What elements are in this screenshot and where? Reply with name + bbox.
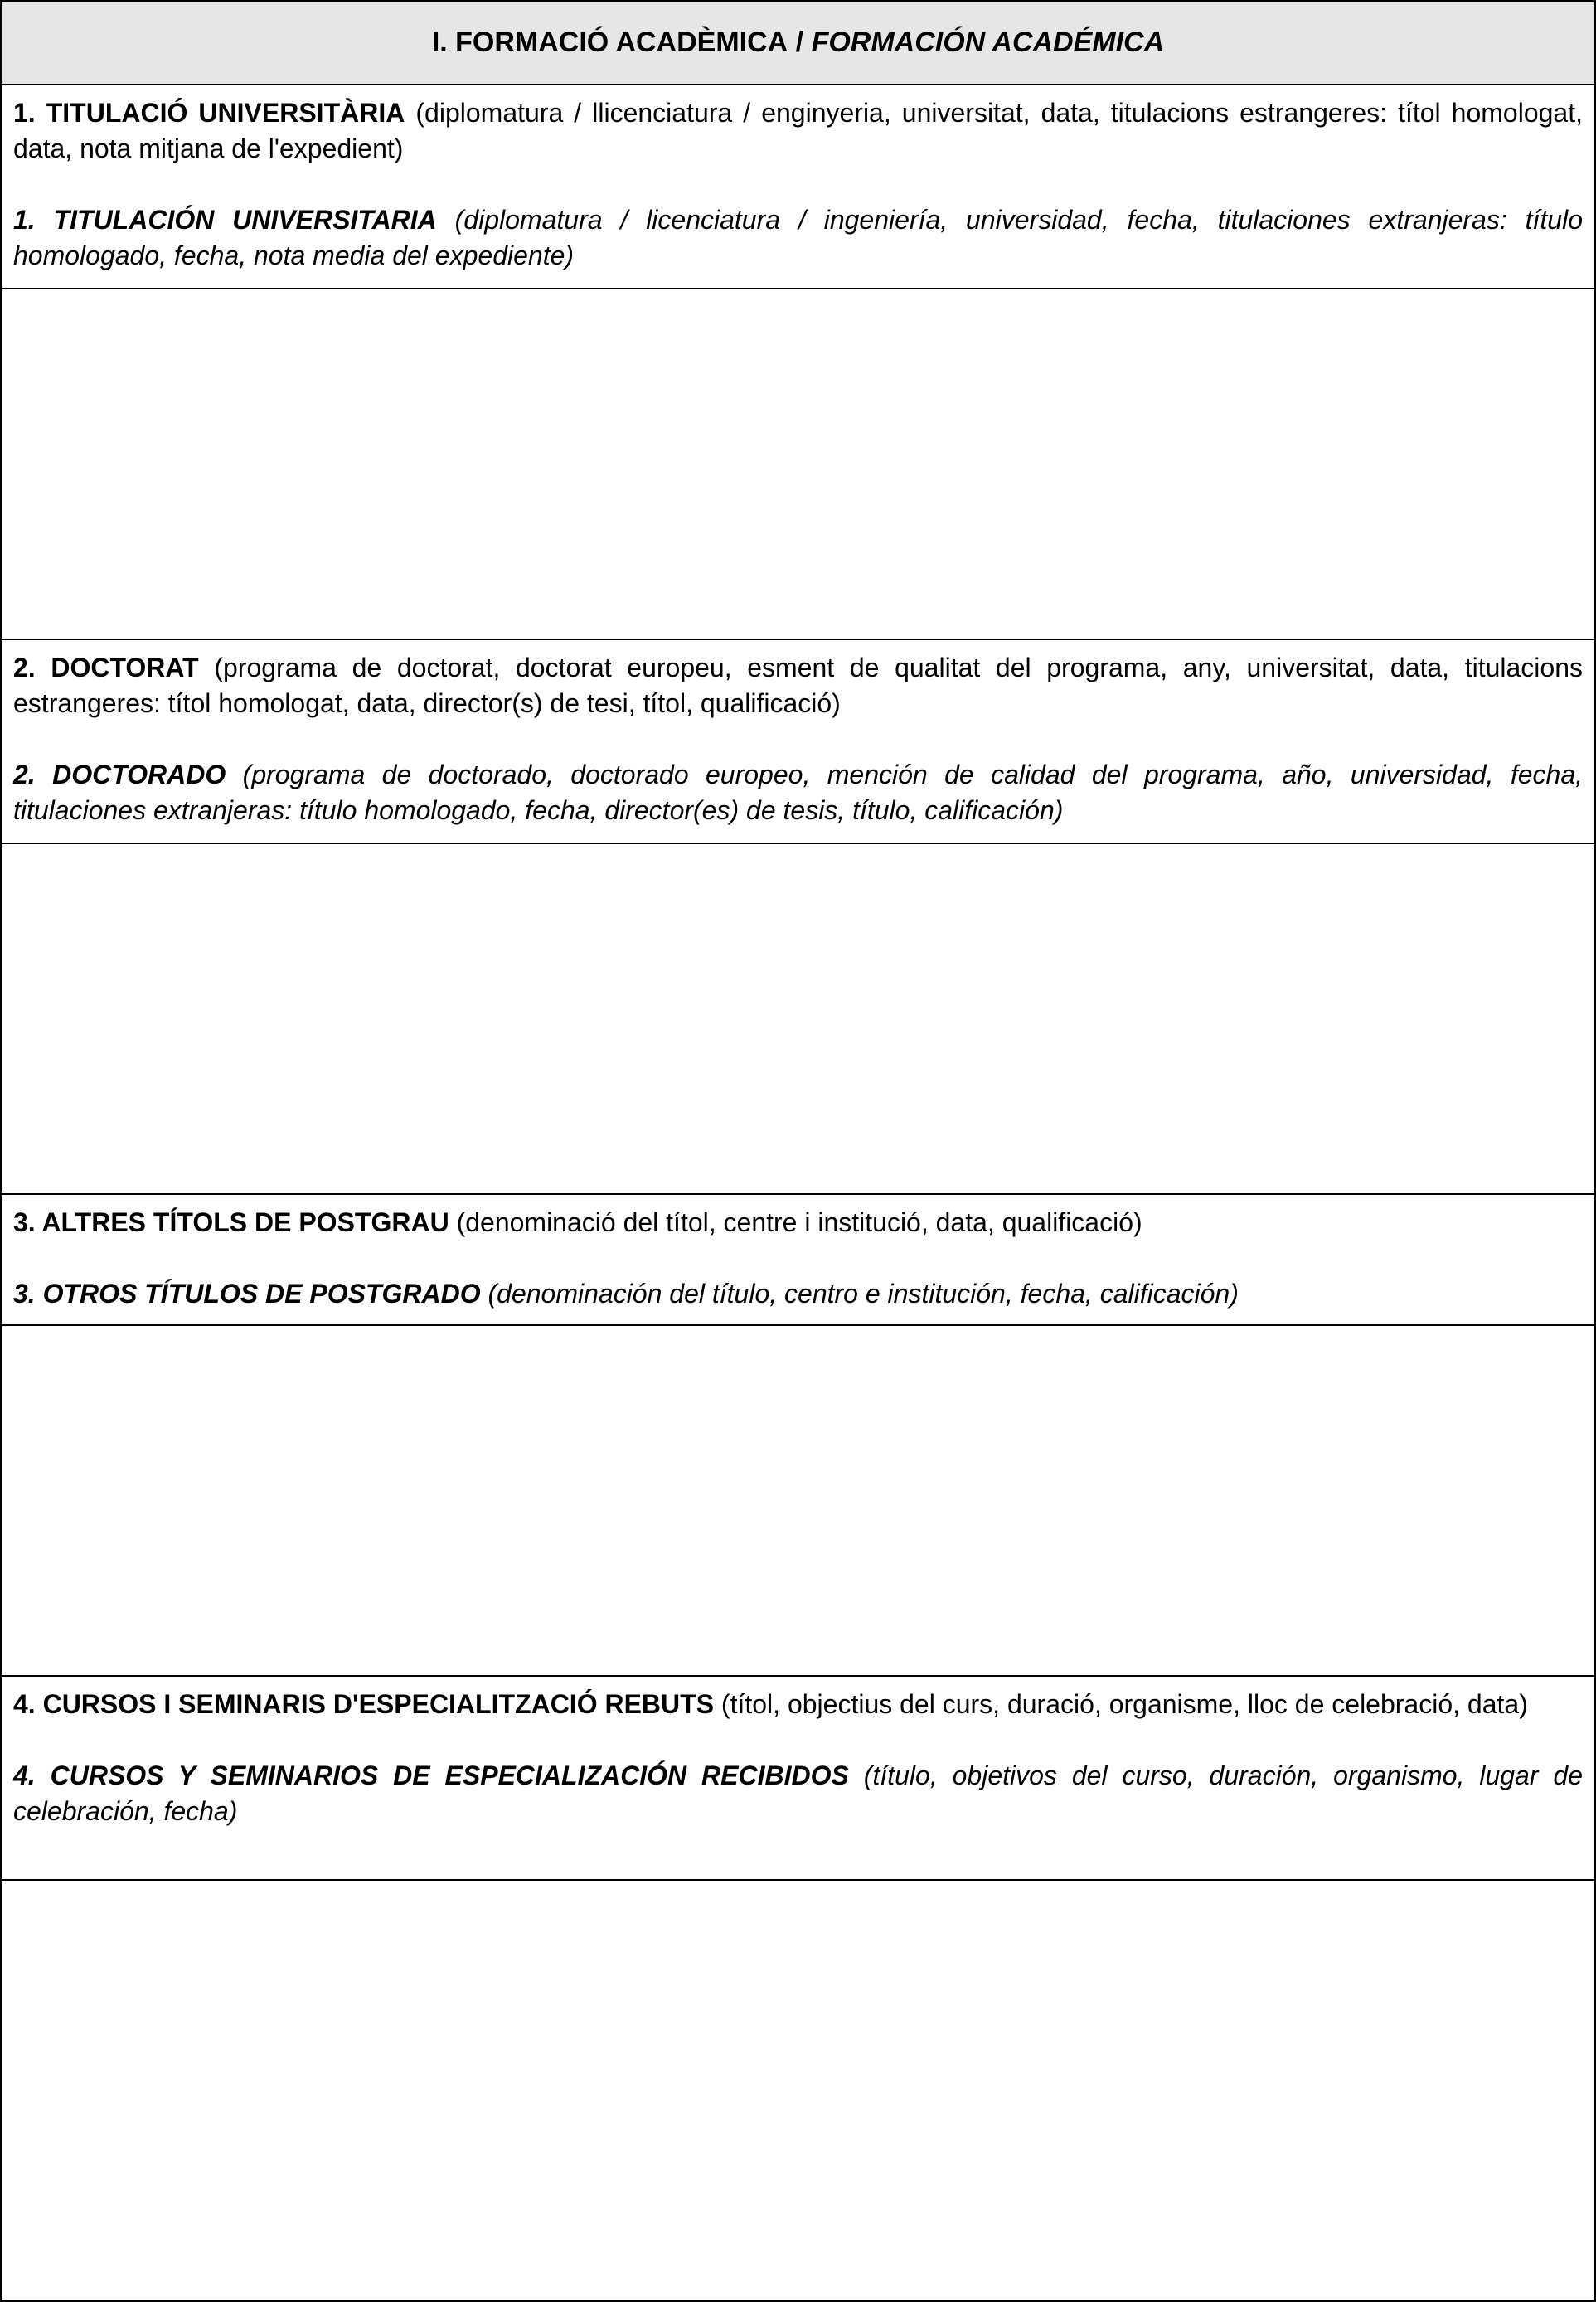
- section-3-title-es: 3. OTROS TÍTULOS DE POSTGRADO: [13, 1279, 481, 1309]
- header-separator: /: [788, 27, 812, 58]
- section-2-entry-area[interactable]: [2, 844, 1594, 1195]
- section-3-description: [2, 1195, 1594, 1326]
- section-1-detail-es: (diplomatura / licenciatura / ingeniería, universidad, fecha, titulaciones extranjeras: título homologado, fecha, nota media del expediente): [13, 205, 1584, 270]
- section-2-detail-ca: (programa de doctorat, doctorat europeu, esment de qualitat del programa, any, universitat, data, titulacions estrangeres: títol homologat, data, director(s) de tesi, títol, qualificació): [13, 653, 1584, 718]
- section-1-description: [2, 85, 1594, 289]
- section-4-detail-es: (título, objetivos del curso, duración, organismo, lugar de celebración, fecha): [13, 1760, 1584, 1826]
- header-title-es: FORMACIÓN ACADÉMICA: [811, 27, 1165, 58]
- section-header: [2, 2, 1594, 85]
- section-4-title-es: 4. CURSOS Y SEMINARIOS DE ESPECIALIZACIÓN RECIBIDOS: [13, 1760, 849, 1790]
- section-4-detail-ca: (títol, objectius del curs, duració, organisme, lloc de celebració, data): [714, 1689, 1528, 1719]
- section-3-detail-es: (denominación del título, centro e institución, fecha, calificación): [480, 1279, 1239, 1309]
- section-1-detail-ca: (diplomatura / llicenciatura / enginyeria, universitat, data, titulacions estrangeres: títol homologat, data, nota mitjana de l'expedient): [13, 98, 1584, 163]
- section-2-title-ca: 2. DOCTORAT: [13, 653, 199, 682]
- section-2-description: [2, 640, 1594, 844]
- section-4-entry-area[interactable]: [2, 1881, 1594, 2300]
- section-4-title-ca: 4. CURSOS I SEMINARIS D'ESPECIALITZACIÓ REBUTS: [13, 1689, 715, 1719]
- section-2-title-es: 2. DOCTORADO: [13, 760, 226, 789]
- section-2-detail-es: (programa de doctorado, doctorado europeo, mención de calidad del programa, año, universidad, fecha, titulaciones extranjeras: título homologado, fecha, director(es) de tesis, título, calificación): [13, 760, 1584, 825]
- section-3-title-ca: 3. ALTRES TÍTOLS DE POSTGRAU: [13, 1207, 449, 1237]
- section-1-entry-area[interactable]: [2, 289, 1594, 640]
- section-4-description: [2, 1677, 1594, 1881]
- section-1-title-es: 1. TITULACIÓN UNIVERSITARIA: [13, 205, 437, 235]
- section-3-entry-area[interactable]: [2, 1326, 1594, 1677]
- section-1-title-ca: 1. TITULACIÓ UNIVERSITÀRIA: [13, 98, 405, 128]
- section-3-detail-ca: (denominació del títol, centre i institució, data, qualificació): [449, 1207, 1142, 1237]
- header-title-ca: I. FORMACIÓ ACADÈMICA: [431, 27, 788, 58]
